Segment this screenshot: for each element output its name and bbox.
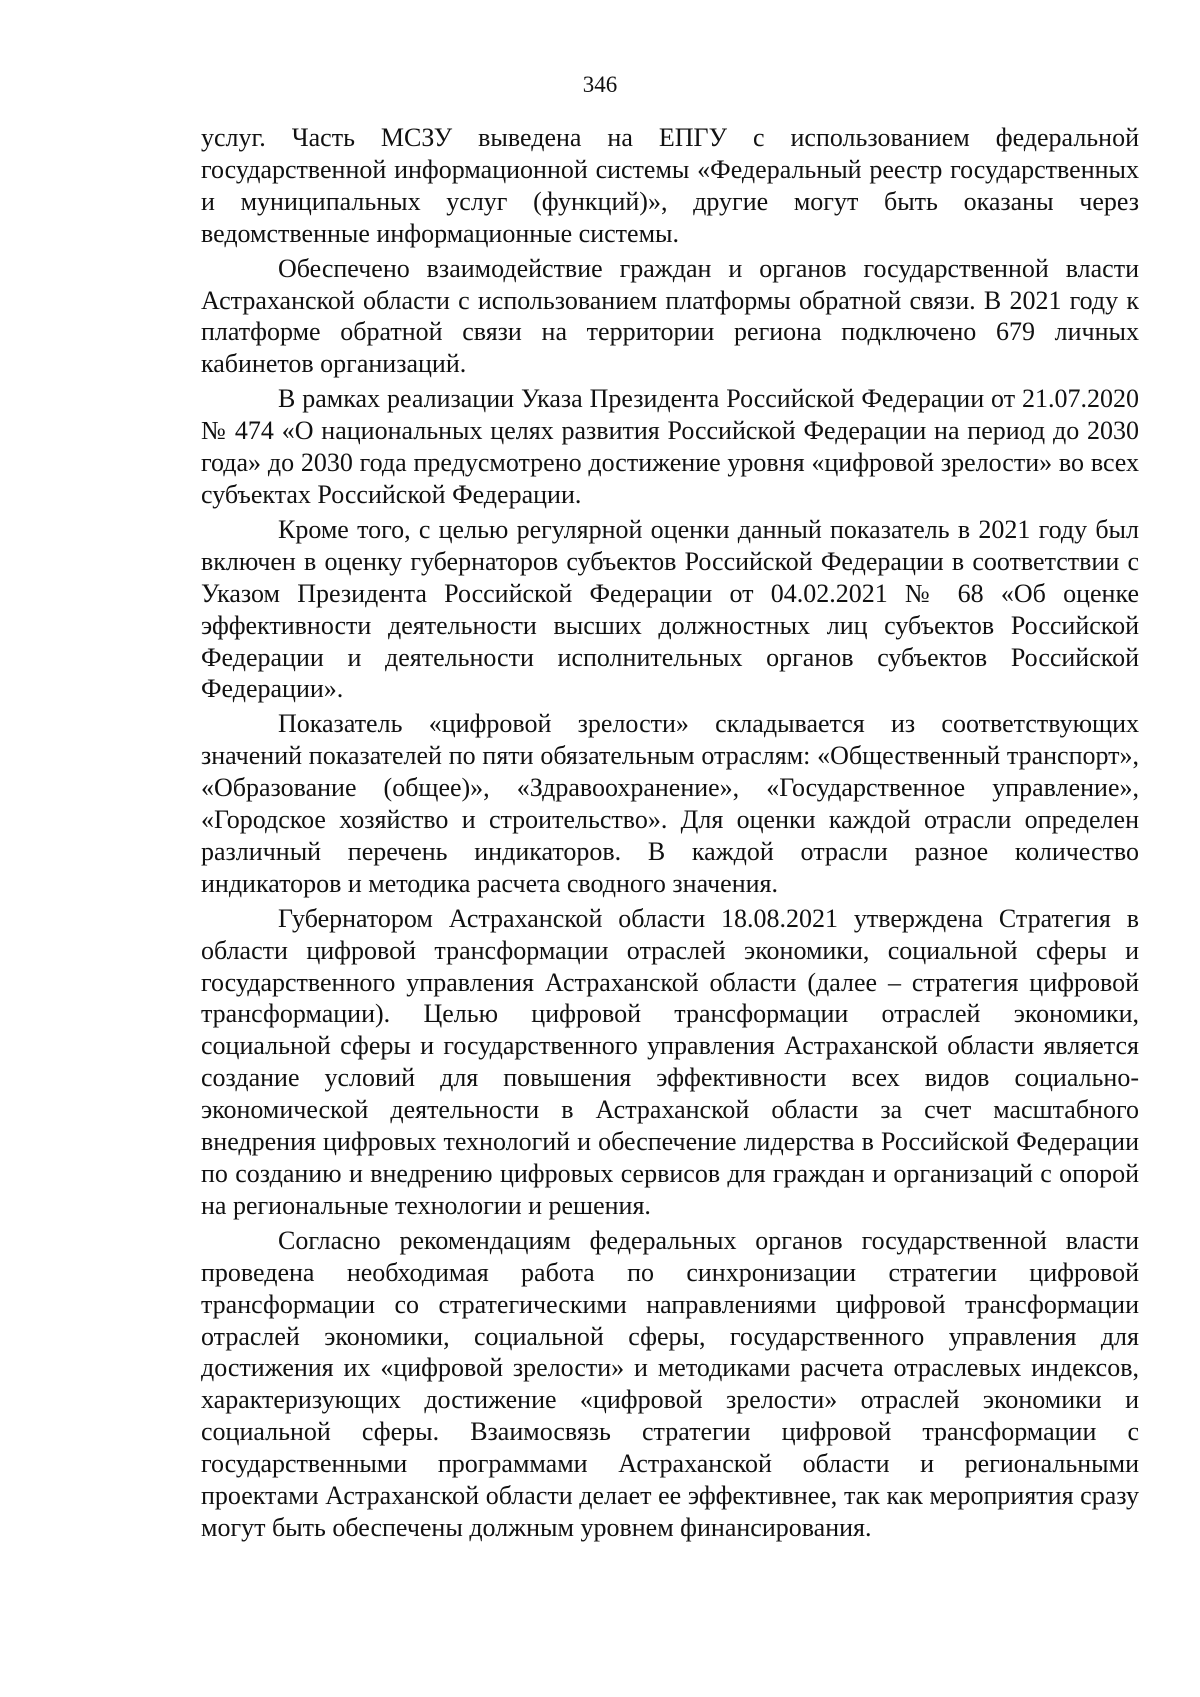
paragraph-presidential-decree-474: В рамках реализации Указа Президента Российской Федерации от 21.07.2020 № 474 «О национальных целях развития Российской Федерации на период до 2030 года» до 2030 года предусмотрено достижение уровня «цифровой зрелости» во всех субъектах Российской Федерации. <box>201 384 1139 509</box>
paragraph-digital-maturity-indicator: Показатель «цифровой зрелости» складывается из соответствующих значений показателей по пяти обязательным отраслям: «Общественный транспорт», «Образование (общее)», «Здравоохранение», «Государственное управление», «Городское хозяйство и строительство». Для оценки каждой отрасли определен различный перечень индикаторов. В каждой отрасли разное количество индикаторов и методика расчета сводного значения. <box>201 709 1139 898</box>
paragraph-continuation: услуг. Часть МСЗУ выведена на ЕПГУ с использованием федеральной государственной информационной системы «Федеральный реестр государственных и муниципальных услуг (функций)», другие могут быть оказаны через ведомственные информационные системы. <box>201 123 1139 248</box>
page-number: 346 <box>582 72 618 97</box>
paragraph-governor-evaluation: Кроме того, с целью регулярной оценки данный показатель в 2021 году был включен в оценку губернаторов субъектов Российской Федерации в соответствии с Указом Президента Российской Федерации от 04.02.2021 № 68 «Об оценке эффективности деятельности высших должностных лиц субъектов Российской Федерации и деятельности исполнительных органов субъектов Российской Федерации». <box>201 514 1139 704</box>
paragraph-strategy-synchronization: Согласно рекомендациям федеральных органов государственной власти проведена необходимая работа по синхронизации стратегии цифровой трансформации со стратегическими направлениями цифровой трансформации отраслей экономики, социальной сферы, государственного управления для достижения их «цифровой зрелости» и методиками расчета отраслевых индексов, характеризующих достижение «цифровой зрелости» отраслей экономики и социальной сферы. Взаимосвязь стратегии цифровой трансформации с государственными программами Астраханской области и региональными проектами Астраханской области делает ее эффективнее, так как мероприятия сразу могут быть обеспечены должным уровнем финансирования. <box>201 1225 1139 1542</box>
paragraph-transformation-strategy: Губернатором Астраханской области 18.08.2021 утверждена Стратегия в области цифровой трансформации отраслей экономики, социальной сферы и государственного управления Астраханской области (далее – стратегия цифровой трансформации). Целью цифровой трансформации отраслей экономики, социальной сферы и государственного управления Астраханской области является создание условий для повышения эффективности всех видов социально-экономической деятельности в Астраханской области за счет масштабного внедрения цифровых технологий и обеспечение лидерства в Российской Федерации по созданию и внедрению цифровых сервисов для граждан и организаций с опорой на региональные технологии и решения. <box>201 903 1139 1220</box>
paragraph-feedback-platform: Обеспечено взаимодействие граждан и органов государственной власти Астраханской области с использованием платформы обратной связи. В 2021 году к платформе обратной связи на территории региона подключено 679 личных кабинетов организаций. <box>201 253 1139 379</box>
document-body <box>201 122 1139 1547</box>
